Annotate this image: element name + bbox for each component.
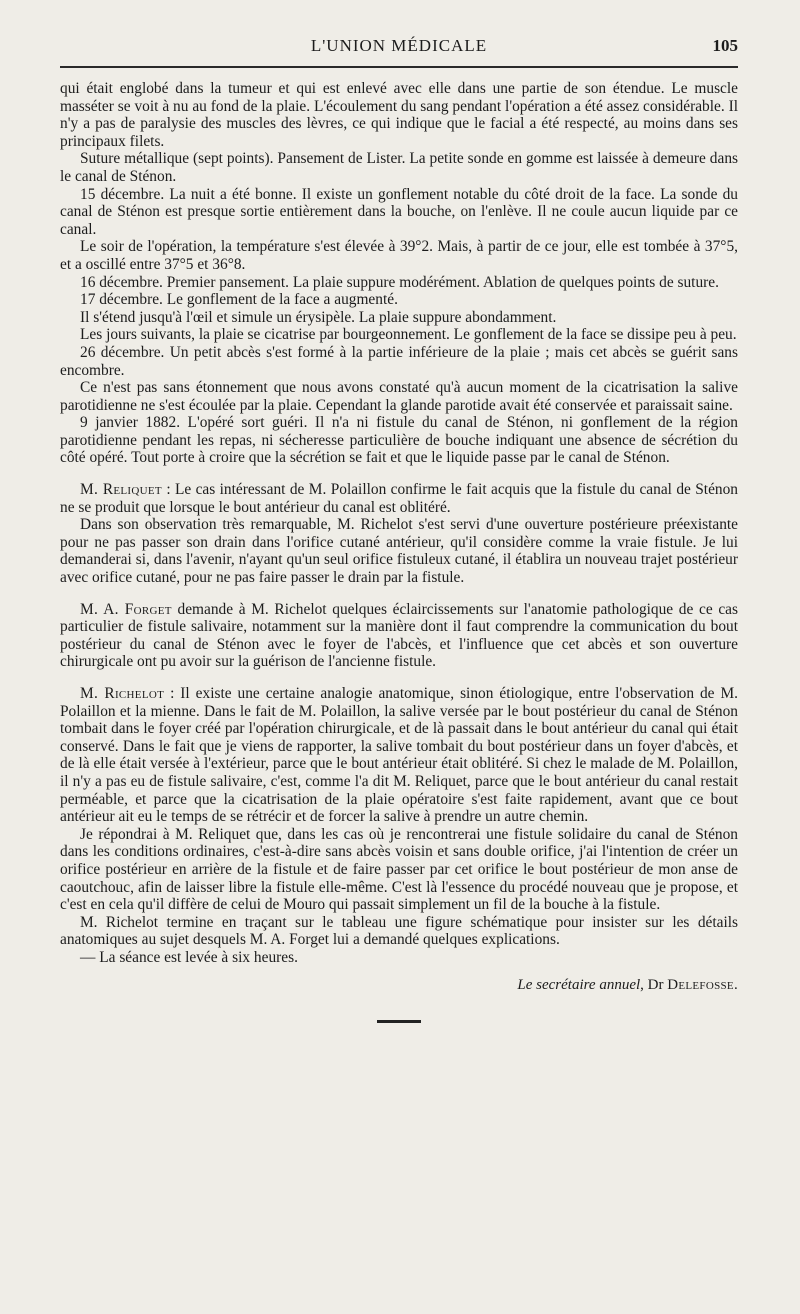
paragraph: Il s'étend jusqu'à l'œil et simule un érysipèle. La plaie suppure abondamment. — [80, 308, 557, 326]
paragraph: 16 décembre. Premier pansement. La plaie suppure modérément. Ablation de quelques points de suture. — [80, 273, 719, 291]
paragraph: Les jours suivants, la plaie se cicatrise par bourgeonnement. Le gonflement de la face se dissipe peu à peu. — [80, 326, 737, 344]
speaker-name: M. Richelot — [80, 685, 165, 702]
signature-separator: , — [640, 976, 648, 993]
page-header — [60, 30, 738, 68]
paragraph: 17 décembre. Le gonflement de la face a augmenté. — [80, 291, 398, 309]
speaker-text: : Le cas intéressant de M. Polaillon confirme le fait acquis que la fistule du canal de Sténon ne se produit que lorsque le bout antérieur du canal est oblitéré. — [60, 481, 738, 516]
running-title: L'UNION MÉDICALE — [310, 36, 488, 55]
end-rule — [377, 1020, 421, 1023]
signature — [60, 977, 738, 994]
speaker-text: : Il existe une certaine analogie anatomique, sinon étiologique, entre l'observation de M. Polaillon et la mienne. Dans le fait de M. Polaillon, la salive versée par le bout postérieur du canal de Sténon tombait dans le foyer créé par l'opération chirurgicale, et de là passait dans le bout antérieur du canal qui était conservé. Dans le fait que je viens de rapporter, la salive tombait du bout postérieur dans un foyer d'abcès, et de là elle était versée à l'extérieur, parce que le bout antérieur était oblitéré. Si chez le malade de M. Polaillon, il n'y a pas eu de fistule salivaire, c'est, comme l'a dit M. Reliquet, parce que le bout antérieur du canal restait perméable, et parce que la cicatrisation de la plaie opératoire s'est faite rapidement, avant que ce bout antérieur ait eu le temps de se rétrécir et de forcer la salive à prendre un autre chemin. — [60, 685, 738, 826]
paragraph: 26 décembre. Un petit abcès s'est formé à la partie inférieure de la plaie ; mais cet abcès se guérit sans encombre. — [60, 343, 738, 379]
paragraph: Le soir de l'opération, la température s'est élevée à 39°2. Mais, à partir de ce jour, elle est tombée à 37°5, et a oscillé entre 37°5 et 36°8. — [60, 238, 738, 273]
signature-title: Dr — [647, 976, 664, 993]
article-body — [60, 80, 738, 967]
paragraph: Ce n'est pas sans étonnement que nous avons constaté qu'à aucun moment de la cicatrisation la salive parotidienne ne s'est écoulée par la plaie. Cependant la glande parotide avait été conservée et paraissait saine. — [60, 379, 738, 414]
paragraph: M. Richelot termine en traçant sur le tableau une figure schématique pour insister sur les détails anatomiques au sujet desquels M. A. Forget lui a demandé quelques explications. — [60, 913, 738, 949]
page-number: 105 — [712, 36, 738, 55]
paragraph: 15 décembre. La nuit a été bonne. Il existe un gonflement notable du côté droit de la face. La sonde du canal de Sténon est presque sortie entièrement dans la bouche, on l'enlève. Il ne coule aucun liquide par ce canal. — [60, 185, 738, 238]
paragraph: Je répondrai à M. Reliquet que, dans les cas où je rencontrerai une fistule solidaire du canal de Sténon dans les conditions ordinaires, c'est-à-dire sans abcès voisin et sans double orifice, j'ai l'intention de créer un orifice postérieur en arrière de la fistule et de faire passer par cet orifice le bout postérieur de mon anse de caoutchouc, afin de laisser libre la fistule elle-même. C'est là l'essence du procédé nouveau que je propose, et c'est en cela qu'il diffère de celui de Mouro qui passait simplement un fil de la bouche à la fistule. — [60, 825, 738, 914]
speaker-text: demande à M. Richelot quelques éclaircissements sur l'anatomie pathologique de ce cas particulier de fistule salivaire, notamment sur la manière dont il faut comprendre la communication du bout postérieur du canal de Sténon avec le foyer de l'abcès, et l'influence que cet abcès et son ouverture chirurgicale ont pu avoir sur la guérison de l'ancienne fistule. — [60, 600, 738, 671]
paragraph: Dans son observation très remarquable, M. Richelot s'est servi d'une ouverture postérieure préexistante pour ne pas passer son drain dans l'orifice cutané antérieur, qu'il considère comme la vraie fistule. Je lui demanderai si, dans l'avenir, n'ayant qu'un seul orifice fistuleux cutané, il établira un nouveau trajet postérieur avec orifice cutané, pour ne pas faire passer le drain par la fistule. — [60, 516, 738, 587]
signature-name: Delefosse. — [667, 976, 738, 993]
speaker-paragraph — [60, 685, 738, 826]
paragraph: — La séance est levée à six heures. — [80, 948, 298, 966]
speaker-paragraph — [60, 601, 738, 671]
paragraph: 9 janvier 1882. L'opéré sort guéri. Il n'a ni fistule du canal de Sténon, ni gonflement de la région parotidienne pendant les repas, ni sécheresse particulière de bouche indiquant une absence de sécrétion du côté opéré. Tout porte à croire que la sécrétion se fait et que le liquide passe par le canal de Sténon. — [60, 414, 738, 467]
speaker-paragraph — [60, 481, 738, 516]
paragraph: qui était englobé dans la tumeur et qui est enlevé avec elle dans une partie de son étendue. Le muscle masséter se voit à nu au fond de la plaie. L'écoulement du sang pendant l'opération a été assez considérable. Il n'y a pas de paralysie des muscles des lèvres, ce qui indique que le facial a été respecté, au moins dans ses principaux filets. — [60, 80, 738, 150]
signature-role: Le secrétaire annuel — [517, 976, 641, 993]
speaker-name: M. Reliquet — [80, 481, 162, 499]
speaker-name: M. A. Forget — [80, 600, 172, 618]
paragraph: Suture métallique (sept points). Pansement de Lister. La petite sonde en gomme est laissée à demeure dans le canal de Sténon. — [60, 150, 738, 185]
